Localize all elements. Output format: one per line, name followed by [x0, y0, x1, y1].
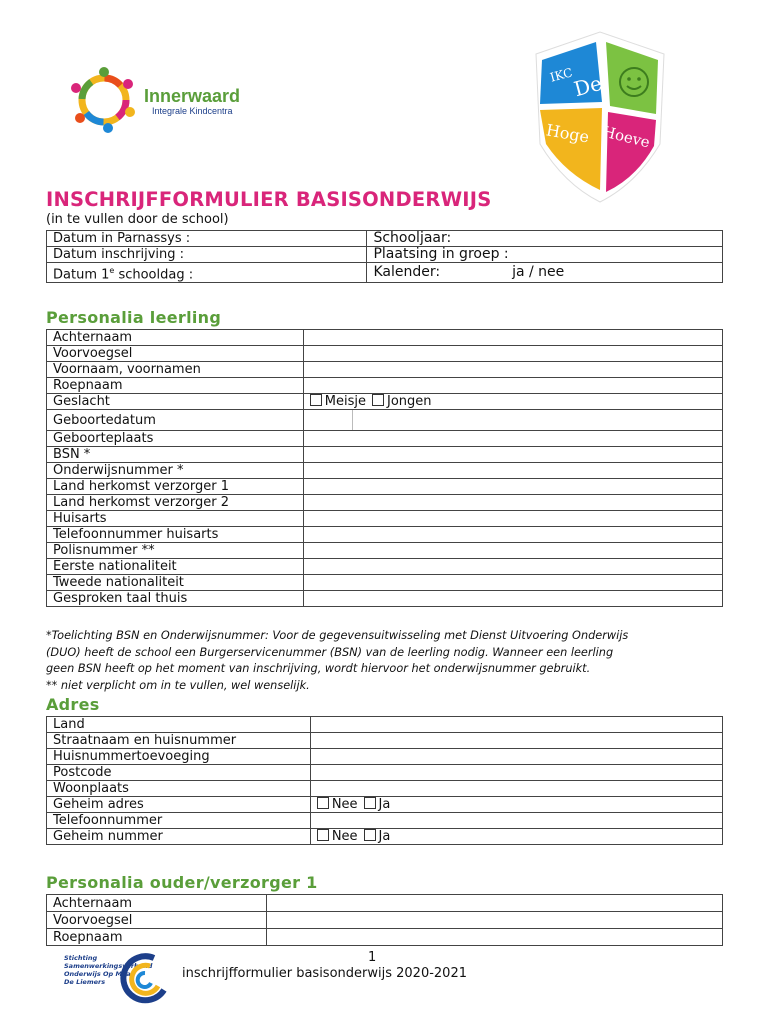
second-option[interactable]	[372, 394, 432, 409]
row-label: Eerste nationaliteit	[47, 559, 304, 575]
row-input-cell[interactable]	[303, 559, 722, 575]
row-input-cell[interactable]	[266, 895, 722, 912]
row-input-cell[interactable]	[303, 511, 722, 527]
table-row	[47, 394, 723, 410]
table-row	[47, 527, 723, 543]
table-row	[47, 733, 723, 749]
ikc-hoeve: Hoeve	[600, 122, 652, 152]
option-label: Nee	[331, 797, 358, 812]
option-label: Ja	[378, 829, 391, 844]
table-row	[47, 895, 723, 912]
table-row	[47, 559, 723, 575]
checkbox-icon[interactable]	[310, 394, 322, 406]
table-row	[47, 797, 723, 813]
table-row	[47, 479, 723, 495]
option-label: Nee	[331, 829, 358, 844]
table-row	[47, 330, 723, 346]
row-input-cell[interactable]	[303, 527, 722, 543]
row-input-cell[interactable]	[303, 362, 722, 378]
row-label: Huisarts	[47, 511, 304, 527]
first-option[interactable]	[317, 797, 358, 812]
ikc-shield-icon	[526, 24, 674, 204]
table-row	[47, 431, 723, 447]
form-title: INSCHRIJFFORMULIER BASISONDERWIJS	[46, 188, 492, 211]
ikc-hoge-hoeve-logo	[526, 24, 674, 204]
row-input-cell[interactable]	[303, 479, 722, 495]
row-label: Voorvoegsel	[47, 912, 267, 929]
row-label: Gesproken taal thuis	[47, 591, 304, 607]
datum-parnassys-label: Datum in Parnassys :	[47, 231, 367, 247]
row-label: Geslacht	[47, 394, 304, 410]
row-input-cell[interactable]	[303, 495, 722, 511]
first-option[interactable]	[310, 394, 366, 409]
adres-table	[46, 716, 723, 845]
innerwaard-figures-icon	[64, 64, 144, 136]
innerwaard-subtitle: Integrale Kindcentra	[152, 106, 233, 116]
ikc-tag: IKC	[548, 65, 575, 85]
bsn-note	[46, 628, 736, 694]
row-input-cell[interactable]	[303, 447, 722, 463]
kalender-field[interactable]: Kalender: ja / nee	[367, 263, 723, 283]
row-label: Land herkomst verzorger 2	[47, 495, 304, 511]
form-subtitle: (in te vullen door de school)	[46, 212, 229, 227]
ikc-hoge: Hoge	[544, 120, 591, 147]
ouder-table	[46, 894, 723, 946]
row-label: Onderwijsnummer *	[47, 463, 304, 479]
table-row	[47, 378, 723, 394]
row-input-cell[interactable]	[310, 797, 722, 813]
note-line: ** niet verplicht om in te vullen, wel wenselijk.	[46, 678, 310, 692]
innerwaard-name: Innerwaard	[144, 86, 241, 106]
datum-inschrijving-label: Datum inschrijving :	[47, 247, 367, 263]
personalia-table	[46, 329, 723, 607]
row-label: Voorvoegsel	[47, 346, 304, 362]
row-label: Geheim nummer	[47, 829, 311, 845]
row-label: Land	[47, 717, 311, 733]
second-option[interactable]	[364, 829, 391, 844]
row-input-cell[interactable]	[303, 394, 722, 410]
row-input-cell[interactable]	[310, 829, 722, 845]
row-input-cell[interactable]	[310, 765, 722, 781]
row-input-cell[interactable]	[310, 717, 722, 733]
checkbox-icon[interactable]	[364, 829, 376, 841]
option-label: Ja	[378, 797, 391, 812]
school-info-table	[46, 230, 723, 283]
table-row	[47, 543, 723, 559]
row-input-cell[interactable]	[303, 330, 722, 346]
table-row	[47, 717, 723, 733]
row-input-cell[interactable]	[266, 929, 722, 946]
checkbox-icon[interactable]	[317, 829, 329, 841]
checkbox-icon[interactable]	[317, 797, 329, 809]
row-input-cell[interactable]	[303, 463, 722, 479]
first-option[interactable]	[317, 829, 358, 844]
table-row	[47, 346, 723, 362]
table-row	[47, 463, 723, 479]
checkbox-icon[interactable]	[364, 797, 376, 809]
table-row	[47, 447, 723, 463]
row-label: Polisnummer **	[47, 543, 304, 559]
row-label: Voornaam, voornamen	[47, 362, 304, 378]
innerwaard-logo	[64, 64, 264, 136]
row-label: Land herkomst verzorger 1	[47, 479, 304, 495]
row-input-cell[interactable]	[310, 813, 722, 829]
row-input-cell[interactable]	[303, 431, 722, 447]
row-label: Roepnaam	[47, 929, 267, 946]
table-row	[47, 362, 723, 378]
footer-logo-line: Onderwijs Op Maat	[64, 970, 134, 978]
plaatsing-groep-field[interactable]: Plaatsing in groep :	[367, 247, 723, 263]
table-row	[47, 765, 723, 781]
footer-logo	[64, 952, 174, 1006]
row-label: Telefoonnummer	[47, 813, 311, 829]
row-input-cell[interactable]	[303, 543, 722, 559]
table-row	[47, 231, 723, 247]
row-input-cell[interactable]	[303, 591, 722, 607]
table-row	[47, 781, 723, 797]
table-row	[47, 749, 723, 765]
row-input-cell[interactable]	[266, 912, 722, 929]
footer-logo-line: Samenwerkingsverband	[64, 962, 153, 970]
schooljaar-field[interactable]: Schooljaar:	[367, 231, 723, 247]
table-row	[47, 591, 723, 607]
row-input-cell[interactable]	[310, 781, 722, 797]
swv-arc-icon	[114, 952, 170, 1006]
row-label: Geboortedatum	[47, 410, 304, 431]
row-label: Geheim adres	[47, 797, 311, 813]
geboortedatum-divider	[312, 410, 353, 430]
row-input-cell[interactable]	[303, 378, 722, 394]
section-adres: Adres	[46, 695, 100, 714]
table-row	[47, 247, 723, 263]
datum-eerste-schooldag-label: Datum 1e schooldag :	[47, 263, 367, 283]
row-label: Straatnaam en huisnummer	[47, 733, 311, 749]
footer-logo-line: Stichting	[64, 954, 98, 962]
table-row	[47, 575, 723, 591]
checkbox-icon[interactable]	[372, 394, 384, 406]
table-row	[47, 511, 723, 527]
kalender-options[interactable]: ja / nee	[512, 264, 565, 281]
section-personalia-leerling: Personalia leerling	[46, 308, 222, 327]
row-input-cell[interactable]	[310, 733, 722, 749]
section-ouder-verzorger: Personalia ouder/verzorger 1	[46, 873, 318, 892]
note-line: geen BSN heeft op het moment van inschrijving, wordt hiervoor het onderwijsnummer gebruikt.	[46, 662, 591, 675]
row-label: Telefoonnummer huisarts	[47, 527, 304, 543]
second-option[interactable]	[364, 797, 391, 812]
row-label: Achternaam	[47, 330, 304, 346]
table-row	[47, 263, 723, 283]
ikc-de: De	[571, 70, 605, 102]
table-row	[47, 829, 723, 845]
footer-logo-line: De Liemers	[64, 978, 106, 986]
option-label: Meisje	[324, 394, 366, 409]
row-label: Woonplaats	[47, 781, 311, 797]
footer-text: inschrijfformulier basisonderwijs 2020-2021	[182, 966, 467, 981]
table-row	[47, 410, 723, 431]
row-input-cell[interactable]	[310, 749, 722, 765]
table-row	[47, 495, 723, 511]
table-row	[47, 929, 723, 946]
row-label: Roepnaam	[47, 378, 304, 394]
row-label: Tweede nationaliteit	[47, 575, 304, 591]
note-line: *Toelichting BSN en Onderwijsnummer: Voor de gegevensuitwisseling met Dienst Uitvoering Onderwijs	[46, 629, 629, 642]
page-number: 1	[368, 950, 377, 965]
row-input-cell[interactable]	[303, 575, 722, 591]
note-line: (DUO) heeft de school een Burgerservicenummer (BSN) van de leerling nodig. Wanneer een leerling	[46, 645, 614, 659]
row-label: Geboorteplaats	[47, 431, 304, 447]
row-label: Achternaam	[47, 895, 267, 912]
table-row	[47, 813, 723, 829]
option-label: Jongen	[387, 394, 432, 409]
row-label: Huisnummertoevoeging	[47, 749, 311, 765]
row-input-cell[interactable]	[303, 346, 722, 362]
row-label: Postcode	[47, 765, 311, 781]
row-input-cell[interactable]	[303, 410, 722, 431]
table-row	[47, 912, 723, 929]
row-label: BSN *	[47, 447, 304, 463]
